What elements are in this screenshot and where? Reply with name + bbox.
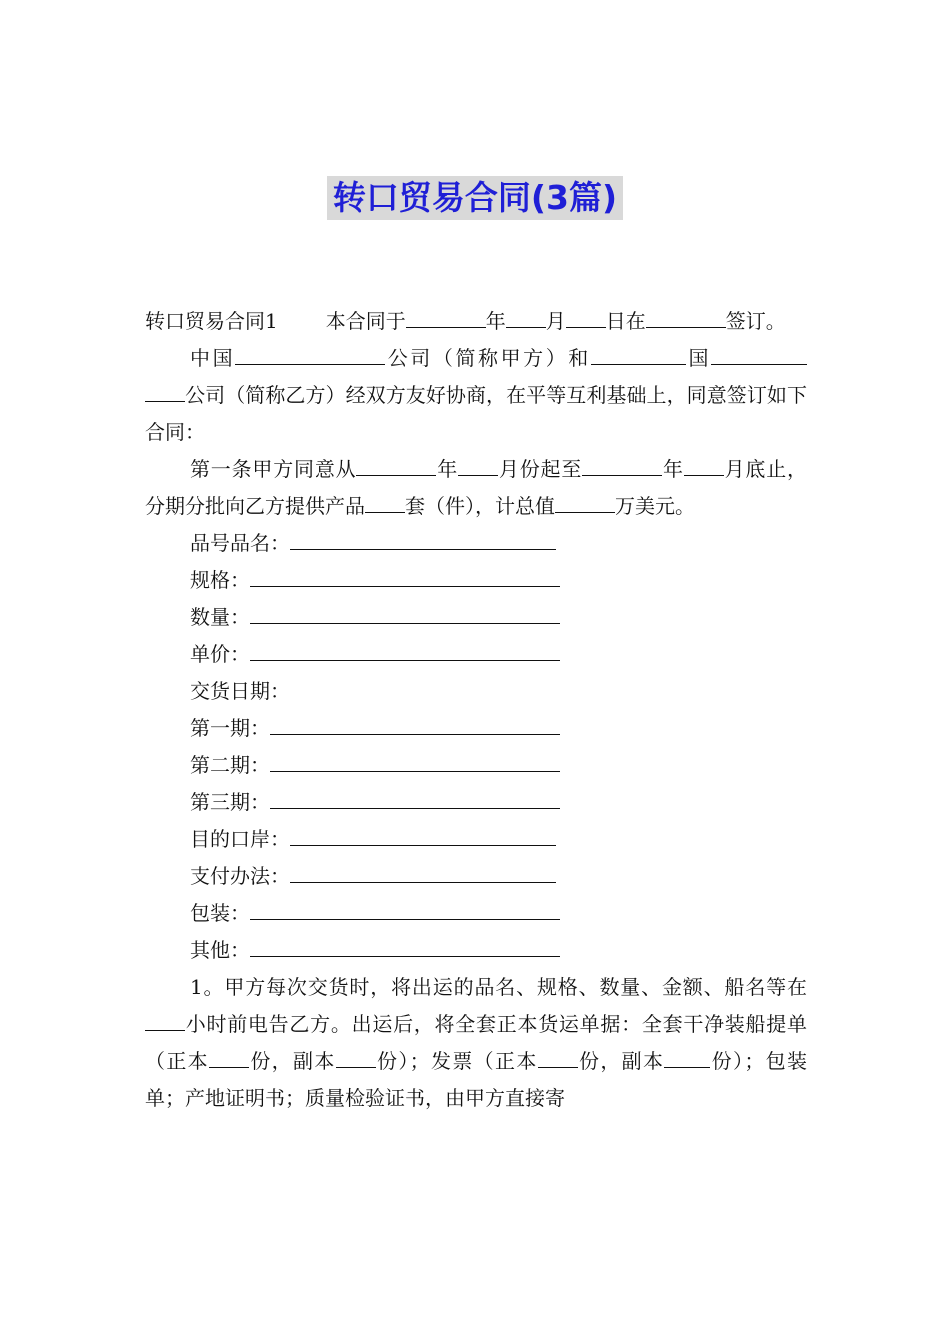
field-delivery-date [145, 673, 807, 710]
text: 月底止，分期分批向乙方提供产品 [145, 457, 808, 518]
field-label: 单价： [190, 642, 250, 666]
field-product-name [145, 525, 807, 562]
field-label: 包装： [190, 901, 250, 925]
blank-line [250, 638, 560, 661]
field-label: 品号品名： [190, 531, 290, 555]
blank-line [270, 786, 560, 809]
blank-line [250, 564, 560, 587]
field-label: 规格： [190, 568, 250, 592]
text: 年 [485, 309, 506, 333]
document-title: 转口贸易合同(3篇) [327, 176, 623, 220]
text: 国 [685, 346, 712, 370]
text: 年 [662, 457, 684, 481]
blank-line [290, 860, 556, 883]
paragraph-clause-1 [145, 969, 807, 1117]
blank-line [336, 1045, 376, 1068]
text: 万美元。 [615, 494, 695, 518]
field-label: 数量： [190, 605, 250, 629]
blank-line [646, 305, 726, 328]
blank-line [145, 1008, 185, 1031]
blank-line [290, 527, 556, 550]
blank-line [290, 823, 556, 846]
field-quantity [145, 599, 807, 636]
field-phase-2 [145, 747, 807, 784]
text: 公司（简称乙方）经双方友好协商，在平等互利基础上，同意签订如下合同： [145, 383, 807, 444]
text: 1。甲方每次交货时，将出运的品名、规格、数量、金额、船名等在 [190, 975, 807, 999]
text: 日在 [605, 309, 646, 333]
field-payment-method [145, 858, 807, 895]
text: 第一条甲方同意从 [190, 457, 357, 481]
paragraph-parties [145, 340, 807, 451]
field-label: 第一期： [190, 716, 270, 740]
text: 份）；发票（正本 [375, 1049, 538, 1073]
blank-line [250, 897, 560, 920]
text: 月 [545, 309, 566, 333]
text: 套（件），计总值 [405, 494, 555, 518]
text: 小时前电告乙方。出运后，将全套正本货运单据：全套干净装船提单（正本 [145, 1012, 807, 1073]
text: 本合同于 [325, 309, 406, 333]
blank-line [365, 490, 405, 513]
field-packing [145, 895, 807, 932]
field-unit-price [145, 636, 807, 673]
blank-line [270, 749, 560, 772]
text: 公司（简称甲方）和 [385, 346, 591, 370]
blank-line [582, 453, 662, 476]
blank-line [506, 305, 546, 328]
field-phase-3 [145, 784, 807, 821]
blank-line [684, 453, 724, 476]
document-body [145, 303, 807, 1117]
blank-line [591, 342, 686, 365]
blank-line [406, 305, 486, 328]
blank-line [235, 342, 385, 365]
text: 年 [436, 457, 459, 481]
blank-line [458, 453, 498, 476]
blank-line [566, 305, 606, 328]
field-label: 其他： [190, 938, 250, 962]
paragraph-intro [145, 303, 807, 340]
field-phase-1 [145, 710, 807, 747]
contract-heading: 转口贸易合同1 [145, 309, 278, 333]
blank-line [270, 712, 560, 735]
text: 份，副本 [577, 1049, 665, 1073]
blank-line [538, 1045, 578, 1068]
blank-line [555, 490, 615, 513]
text: 签订。 [725, 309, 786, 333]
field-label: 第三期： [190, 790, 270, 814]
blank-line [711, 342, 807, 365]
field-other [145, 932, 807, 969]
field-label: 支付办法： [190, 864, 290, 888]
blank-line [356, 453, 436, 476]
text: 月份起至 [498, 457, 583, 481]
paragraph-article-1 [145, 451, 807, 525]
blank-line [145, 379, 185, 402]
blank-line [209, 1045, 249, 1068]
blank-line [664, 1045, 710, 1068]
field-label: 交货日期： [190, 679, 290, 703]
field-label: 目的口岸： [190, 827, 290, 851]
text: 中国 [190, 346, 236, 370]
field-label: 第二期： [190, 753, 270, 777]
blank-line [250, 601, 560, 624]
text: 份，副本 [249, 1049, 336, 1073]
blank-line [250, 934, 560, 957]
document-title-wrap [0, 176, 950, 220]
field-spec [145, 562, 807, 599]
text: 份）；包装单；产地证明书；质量检验证书，由甲方直接寄 [145, 1049, 808, 1110]
field-destination-port [145, 821, 807, 858]
